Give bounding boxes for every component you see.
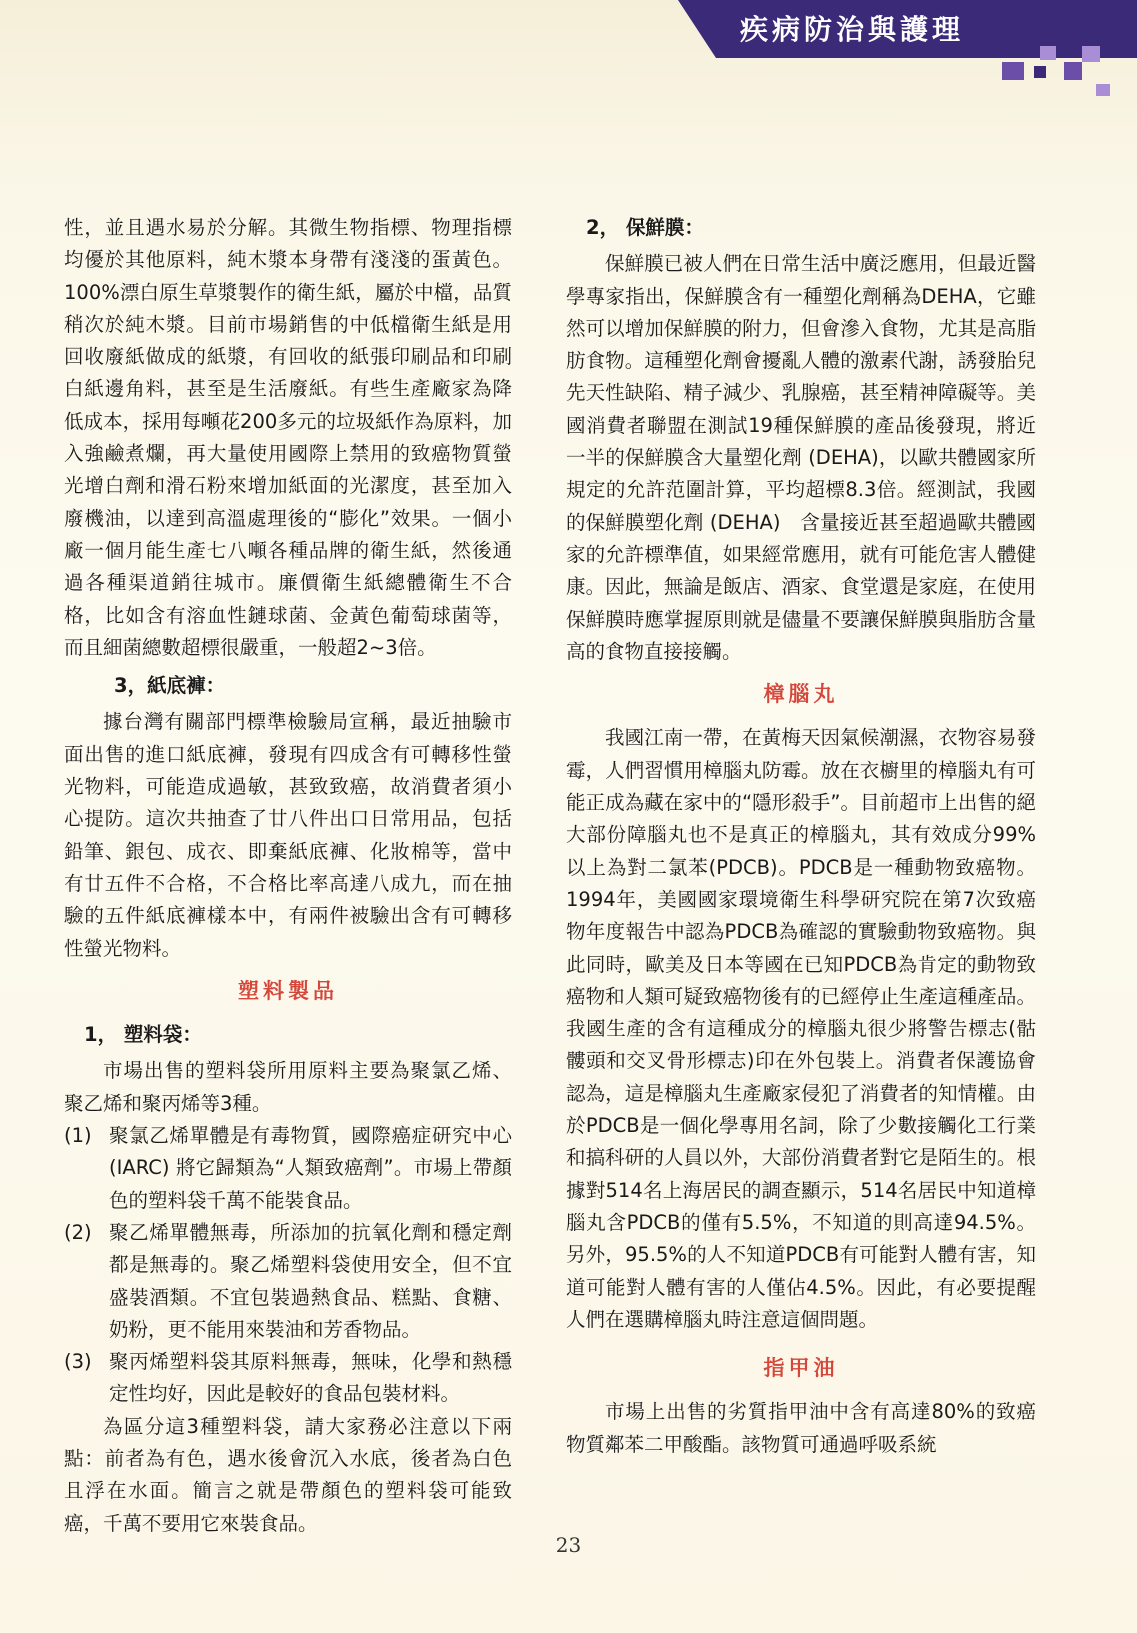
subheading-paper-underwear: 3，紙底褲： (114, 674, 226, 698)
decorative-square (1034, 66, 1046, 78)
left-column (64, 212, 512, 1540)
list-item-number: (3) (64, 1350, 92, 1374)
paragraph: 市場出售的塑料袋所用原料主要為聚氯乙烯、聚乙烯和聚丙烯等3種。 (64, 1059, 512, 1115)
page-number: 23 (555, 1533, 582, 1557)
section-heading-plastics: 塑料製品 (238, 977, 338, 1003)
paragraph: 市場上出售的劣質指甲油中含有高達80%的致癌物質鄰苯二甲酸酯。該物質可通過呼吸系統 (566, 1400, 1036, 1456)
list-item (64, 1346, 512, 1411)
right-column (566, 212, 1036, 1461)
decorative-square (1002, 62, 1024, 80)
section-title: 疾病防治與護理 (740, 13, 965, 46)
decorative-square (1082, 46, 1100, 62)
section-heading-nail-polish: 指甲油 (763, 1355, 839, 1381)
banner-stripe (1035, 26, 1137, 30)
list-item-text: 聚乙烯單體無毒，所添加的抗氧化劑和穩定劑都是無毒的。聚乙烯塑料袋使用安全，但不宜盛裝酒類。不宜包裝過熱食品、糕點、食糖、奶粉，更不能用來裝油和芳香物品。 (109, 1220, 512, 1341)
paragraph: 性，並且遇水易於分解。其微生物指標、物理指標均優於其他原料，純木漿本身帶有淺淺的蛋黃色。100%漂白原生草漿製作的衛生紙，屬於中檔，品質稍次於純木漿。目前市場銷售的中低檔衛生紙是用回收廢紙做成的紙漿，有回收的紙張印刷品和印刷白紙邊角料，甚至是生活廢紙。有些生產廠家為降低成本，採用每噸花200多元的垃圾紙作為原料，加入強鹼煮爛，再大量使用國際上禁用的致癌物質螢光增白劑和滑石粉來增加紙面的光潔度，甚至加入廢機油，以達到高溫處理後的“膨化”效果。一個小廠一個月能生產七八噸各種品牌的衛生紙，然後通過各種渠道銷往城市。廉價衛生紙總體衛生不合格，比如含有溶血性鏈球菌、金黃色葡萄球菌等，而且細菌總數超標很嚴重，一般超2~3倍。 (64, 216, 512, 659)
section-heading-camphor: 樟腦丸 (763, 681, 839, 707)
banner-stripe (1035, 34, 1137, 38)
list-item (64, 1120, 512, 1217)
subheading-cling-film: 2， 保鮮膜： (586, 216, 704, 239)
list-item-text: 聚氯乙烯單體是有毒物質，國際癌症研究中心 (IARC) 將它歸類為“人類致癌劑”。市場上帶顏色的塑料袋千萬不能裝食品。 (109, 1124, 512, 1212)
list-item (64, 1217, 512, 1346)
paragraph: 為區分這3種塑料袋，請大家務必注意以下兩點：前者為有色，遇水後會沉入水底，後者為白色且浮在水面。簡言之就是帶顏色的塑料袋可能致癌，千萬不要用它來裝食品。 (64, 1414, 512, 1535)
paragraph: 保鮮膜已被人們在日常生活中廣泛應用，但最近醫學專家指出，保鮮膜含有一種塑化劑稱為DEHA，它雖然可以增加保鮮膜的附力，但會滲入食物，尤其是高脂肪食物。這種塑化劑會擾亂人體的激素代謝，誘發胎兒先天性缺陷、精子減少、乳腺癌，甚至精神障礙等。美國消費者聯盟在測試19種保鮮膜的產品後發現，將近一半的保鮮膜含大量塑化劑 (DEHA)，以歐共體國家所規定的允許范圍計算，平均超標8.3倍。經測試，我國的保鮮膜塑化劑 (DEHA) 含量接近甚至超過歐共體國家的允許標準值，如果經常應用，就有可能危害人體健康。因此，無論是飯店、酒家、食堂還是家庭，在使用保鮮膜時應掌握原則就是儘量不要讓保鮮膜與脂肪含量高的食物直接接觸。 (566, 252, 1036, 663)
paragraph: 我國江南一帶，在黃梅天因氣候潮濕，衣物容易發霉，人們習慣用樟腦丸防霉。放在衣櫥里的樟腦丸有可能正成為藏在家中的“隱形殺手”。目前超市上出售的絕大部份障腦丸也不是真正的樟腦丸，其有效成分99%以上為對二氯苯(PDCB)。PDCB是一種動物致癌物。1994年，美國國家環境衛生科學研究院在第7次致癌物年度報告中認為PDCB為確認的實驗動物致癌物。與此同時，歐美及日本等國在已知PDCB為肯定的動物致癌物和人類可疑致癌物後有的已經停止生產這種產品。我國生產的含有這種成分的樟腦丸很少將警告標志(骷髏頭和交叉骨形標志)印在外包裝上。消費者保護協會認為，這是樟腦丸生產廠家侵犯了消費者的知情權。由於PDCB是一個化學專用名詞，除了少數接觸化工行業和搞科研的人員以外，大部份消費者對它是陌生的。根據對514名上海居民的調查顯示，514名居民中知道樟腦丸含PDCB的僅有5.5%，不知道的則高達94.5%。另外，95.5%的人不知道PDCB有可能對人體有害，知道可能對人體有害的人僅佔4.5%。因此，有必要提醒人們在選購樟腦丸時注意這個問題。 (566, 726, 1036, 1331)
decorative-square (1064, 62, 1082, 80)
decorative-square (1040, 46, 1056, 60)
list-item-text: 聚丙烯塑料袋其原料無毒，無味，化學和熱穩定性均好，因此是較好的食品包裝材料。 (109, 1350, 512, 1406)
decorative-square (1096, 84, 1110, 96)
paragraph: 據台灣有關部門標準檢驗局宣稱，最近抽驗市面出售的進口紙底褲，發現有四成含有可轉移性螢光物料，可能造成過敏，甚致致癌，故消費者須小心提防。這次共抽查了廿八件出口日常用品，包括鉛筆、銀包、成衣、即棄紙底褲、化妝棉等，當中有廿五件不合格，不合格比率高達八成九，而在抽驗的五件紙底褲樣本中，有兩件被驗出含有可轉移性螢光物料。 (64, 710, 512, 960)
subheading-plastic-bags: 1， 塑料袋： (84, 1023, 202, 1047)
list-item-number: (1) (64, 1124, 92, 1148)
list-item-number: (2) (64, 1220, 92, 1244)
